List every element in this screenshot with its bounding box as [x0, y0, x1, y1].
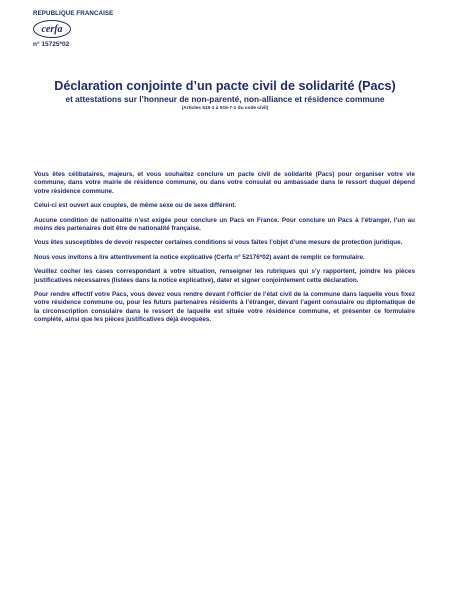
intro-text	[34, 171, 415, 331]
republic-label: REPUBLIQUE FRANCAISE	[33, 10, 114, 17]
paragraph: Veuillez cocher les cases correspondant à votre situation, renseigner les rubriques qui s’y rapportent, joindre les pièces justificatives nécessaires (listées dans la notice explicative), dater et signer conjointement cette déclaration.	[34, 268, 415, 284]
paragraph: Aucune condition de nationalité n’est exigée pour conclure un Pacs en France. Pour conclure un Pacs à l’étranger, l’un au moins des partenaires doit être de nationalité française.	[34, 216, 415, 233]
form-header	[33, 10, 113, 48]
paragraph: Celui-ci est ouvert aux couples, de même sexe ou de sexe différent.	[34, 202, 237, 210]
title-block	[0, 79, 450, 113]
document-subtitle: et attestations sur l’honneur de non-parenté, non-alliance et résidence commune	[65, 94, 385, 104]
form-number: n° 15725*02	[33, 41, 70, 48]
document-title: Déclaration conjointe d’un pacte civil de solidarité (Pacs)	[54, 79, 396, 93]
cerfa-logo: cerfa	[33, 20, 71, 38]
paragraph: Vous êtes susceptibles de devoir respecter certaines conditions si vous faites l’objet d’une mesure de protection juridique.	[34, 239, 403, 247]
paragraph: Nous vous invitons à lire attentivement la notice explicative (Cerfa n° 52176*02) avant de remplir ce formulaire.	[34, 253, 365, 261]
legal-articles: (Articles 515-1 à 515-7-1 du code civil)	[181, 106, 269, 111]
paragraph: Pour rendre effectif votre Pacs, vous devez vous rendre devant l’officier de l’état civil de la commune dans laquelle vous fixez votre résidence commune ou, pour les futurs partenaires résidents à l’étranger, devant l’agent consulaire ou diplomatique de la circonscription consulaire dans le ressort de laquelle est située votre résidence commune, et présenter ce formulaire complété, ainsi que les pièces justificatives déjà évoquées.	[34, 291, 415, 324]
paragraph: Vous êtes célibataires, majeurs, et vous souhaitez conclure un pacte civil de solidarité (Pacs) pour organiser votre vie commune, dans votre mairie de résidence commune, ou dans votre consulat ou ambassade dans le ressort duquel dépend votre résidence commune.	[34, 171, 415, 195]
